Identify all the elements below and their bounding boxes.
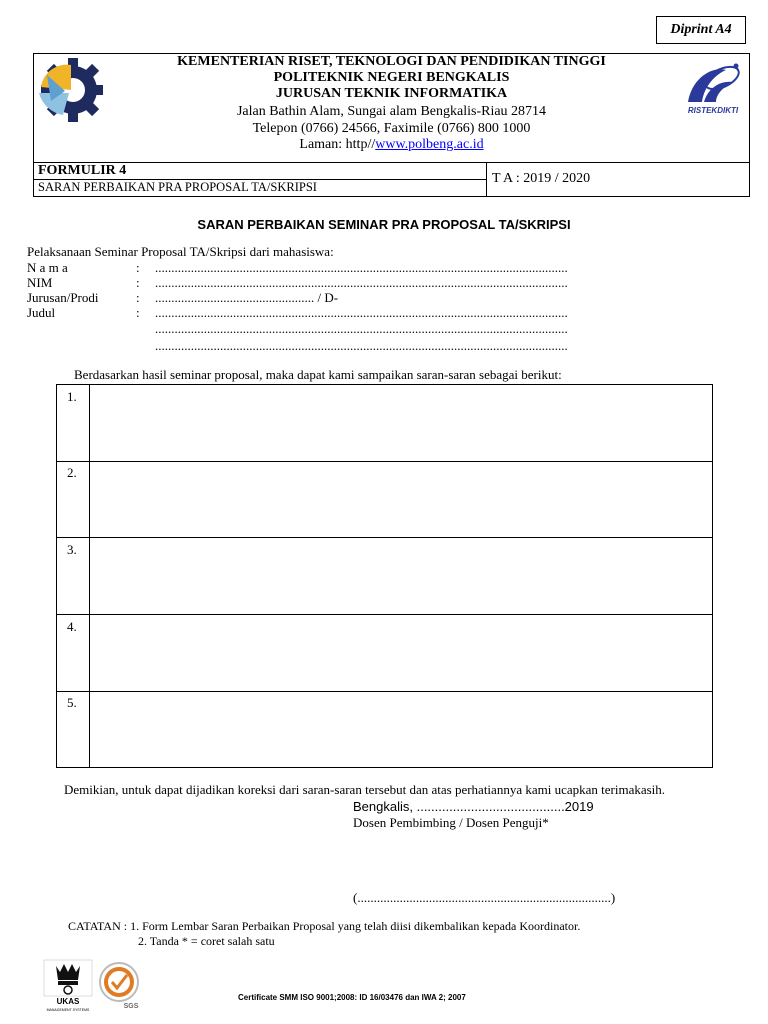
page-title: SARAN PERBAIKAN SEMINAR PRA PROPOSAL TA/SKRIPSI [197,217,571,232]
suggestion-number-cell [57,385,90,461]
notes-label: CATATAN : [68,919,128,933]
field-colon: : [136,275,140,290]
suggestions-intro: Berdasarkan hasil seminar proposal, maka dapat kami sampaikan saran-saran sebagai berikut: [74,367,562,382]
suggestion-number: 4. [67,619,77,634]
field-label-judul: Judul [27,305,56,320]
field-jurusan-input[interactable]: ................................................. / D- [155,290,339,305]
closing-text: Demikian, untuk dapat dijadikan koreksi dari saran-saran tersebut dan atas perhatiannya kami ucapkan terimakasih. [64,782,666,797]
ukas-logo-subtext: MANAGEMENT SYSTEMS [46,1008,90,1012]
field-label-nim: NIM [27,275,53,290]
print-label: Diprint A4 [656,16,746,44]
field-label-nama: N a m a [27,260,68,275]
suggestion-row[interactable] [57,385,712,462]
suggestion-number: 2. [67,465,77,480]
form-number: FORMULIR 4 [38,163,127,178]
department-name: JURUSAN TEKNIK INFORMATIKA [275,86,508,101]
suggestion-row[interactable] [57,691,712,767]
website-link[interactable]: www.polbeng.ac.id [375,137,484,152]
notes [68,919,580,934]
field-nim-input[interactable]: ............................................................................................................................... [155,275,568,290]
sgs-logo-icon [96,960,142,1012]
field-colon: : [136,305,140,320]
form-id-cell [34,162,487,196]
field-judul-input-line3[interactable]: ............................................................................................................................... [155,338,568,353]
field-judul-input[interactable]: ............................................................................................................................... [155,305,568,320]
suggestion-number-cell [57,538,90,614]
field-judul-input-line2[interactable]: ............................................................................................................................... [155,321,568,336]
institution-name: POLITEKNIK NEGERI BENGKALIS [273,70,510,85]
website-prefix: Laman: http// [299,137,376,152]
ukas-logo-text: UKAS [56,997,80,1006]
letterhead [33,53,750,163]
suggestion-number-cell [57,691,90,767]
website [34,137,749,153]
certificate-text: Certificate SMM ISO 9001;2008: ID 16/03476 dan IWA 2; 2007 [238,993,466,1002]
suggestion-number-cell [57,615,90,691]
form-info-row [33,162,750,197]
suggestion-number: 3. [67,542,77,557]
field-colon: : [136,290,140,305]
polbeng-logo-icon [37,57,103,123]
form-subtitle: SARAN PERBAIKAN PRA PROPOSAL TA/SKRIPSI [38,180,317,194]
suggestion-number-cell [57,461,90,537]
note-2: 2. Tanda * = coret salah satu [138,934,275,948]
academic-year: T A : 2019 / 2020 [492,171,591,186]
phone: Telepon (0766) 24566, Faximile (0766) 800 1000 [252,121,531,136]
signer-role: Dosen Pembimbing / Dosen Penguji* [353,815,549,830]
intro-text: Pelaksanaan Seminar Proposal TA/Skripsi dari mahasiswa: [27,244,334,259]
ministry-name: KEMENTERIAN RISET, TEKNOLOGI DAN PENDIDIKAN TINGGI [177,54,606,69]
suggestion-number: 5. [67,695,77,710]
field-nama-input[interactable]: ............................................................................................................................... [155,260,568,275]
suggestions-table [56,384,713,768]
ukas-logo-icon [42,958,94,1014]
signature-line[interactable]: (..............................................................................) [353,890,616,905]
suggestion-row[interactable] [57,461,712,538]
place-date: Bengkalis, .........................................2019 [353,799,594,814]
suggestion-row[interactable] [57,538,712,615]
field-colon: : [136,260,140,275]
field-label-jurusan: Jurusan/Prodi [27,290,99,305]
suggestion-row[interactable] [57,615,712,692]
suggestion-number: 1. [67,389,77,404]
ristekdikti-logo-icon [682,58,744,116]
address: Jalan Bathin Alam, Sungai alam Bengkalis-Riau 28714 [236,104,547,119]
note-1: 1. Form Lembar Saran Perbaikan Proposal yang telah diisi dikembalikan kepada Koordinator. [130,919,581,933]
ristekdikti-logo-text: RISTEKDIKTI [687,106,739,115]
sgs-logo-text: SGS [123,1003,139,1010]
